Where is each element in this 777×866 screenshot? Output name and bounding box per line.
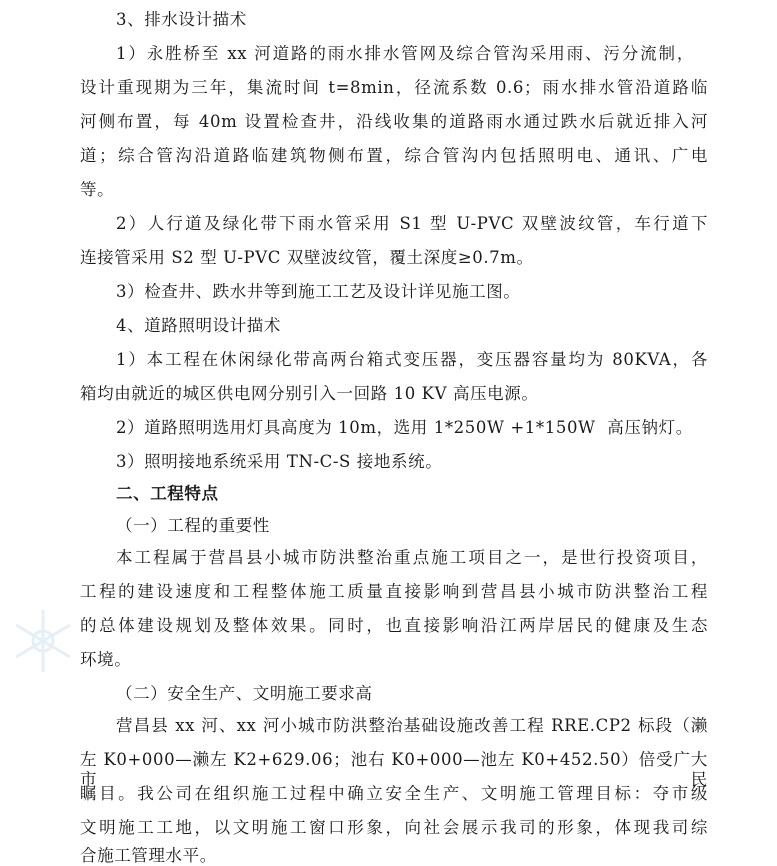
subheading-safety-civilized-construction: （二）安全生产、文明施工要求高: [116, 684, 373, 703]
paragraph-line: 工程的建设速度和工程整体施工质量直接影响到营昌县小城市防洪整治工程: [80, 582, 708, 601]
paragraph-line: 文明施工工地，以文明施工窗口形象，向社会展示我司的形象，体现我司综: [80, 818, 708, 837]
paragraph-line: 环境。: [80, 650, 132, 669]
paragraph-line: 本工程属于营昌县小城市防洪整治重点施工项目之一，是世行投资项目，: [116, 548, 708, 567]
paragraph-line: 合施工管理水平。: [80, 846, 217, 865]
paragraph-line: 1）本工程在休闲绿化带高两台箱式变压器，变压器容量均为 80KVA，各: [116, 350, 708, 369]
paragraph-line: 2）人行道及绿化带下雨水管采用 S1 型 U-PVC 双壁波纹管，车行道下: [116, 214, 708, 233]
heading-drainage-design: 3、排水设计描术: [116, 10, 247, 29]
snowflake-watermark-icon: [8, 606, 78, 676]
paragraph-line: 瞩目。我公司在组织施工过程中确立安全生产、文明施工管理目标：夺市级: [80, 784, 708, 803]
paragraph-line: 河侧布置，每 40m 设置检查井，沿线收集的道路雨水通过跌水后就近排入河: [80, 112, 708, 131]
paragraph-line: 箱均由就近的城区供电网分别引入一回路 10 KV 高压电源。: [80, 384, 539, 403]
paragraph-line: 设计重现期为三年，集流时间 t=8min，径流系数 0.6；雨水排水管沿道路临: [80, 78, 708, 97]
paragraph-line: 左 K0+000—濑左 K2+629.06；池右 K0+000—池左 K0+452.50）倍受广大市民: [80, 750, 708, 789]
paragraph-line: 营昌县 xx 河、xx 河小城市防洪整治基础设施改善工程 RRE.CP2 标段（濑: [116, 716, 708, 735]
paragraph-line: 的总体建设规划及整体效果。同时，也直接影响沿江两岸居民的健康及生态: [80, 616, 708, 635]
subheading-importance: （一）工程的重要性: [116, 516, 270, 535]
paragraph-line: 1）永胜桥至 xx 河道路的雨水排水管网及综合管沟采用雨、污分流制，: [116, 44, 694, 63]
paragraph-line: 道；综合管沟沿道路临建筑物侧布置，综合管沟内包括照明电、通讯、广电: [80, 146, 708, 165]
paragraph-line: 3）检查井、跌水井等到施工工艺及设计详见施工图。: [116, 282, 521, 301]
paragraph-line: 等。: [80, 180, 115, 199]
paragraph-line: 连接管采用 S2 型 U-PVC 双壁波纹管，覆土深度≥0.7m。: [80, 248, 534, 267]
paragraph-line: 3）照明接地系统采用 TN-C-S 接地系统。: [116, 452, 443, 471]
heading-lighting-design: 4、道路照明设计描术: [116, 316, 281, 335]
section-heading-project-features: 二、工程特点: [116, 484, 219, 503]
paragraph-line: 2）道路照明选用灯具高度为 10m，选用 1*250W +1*150W 高压钠灯。: [116, 418, 693, 437]
